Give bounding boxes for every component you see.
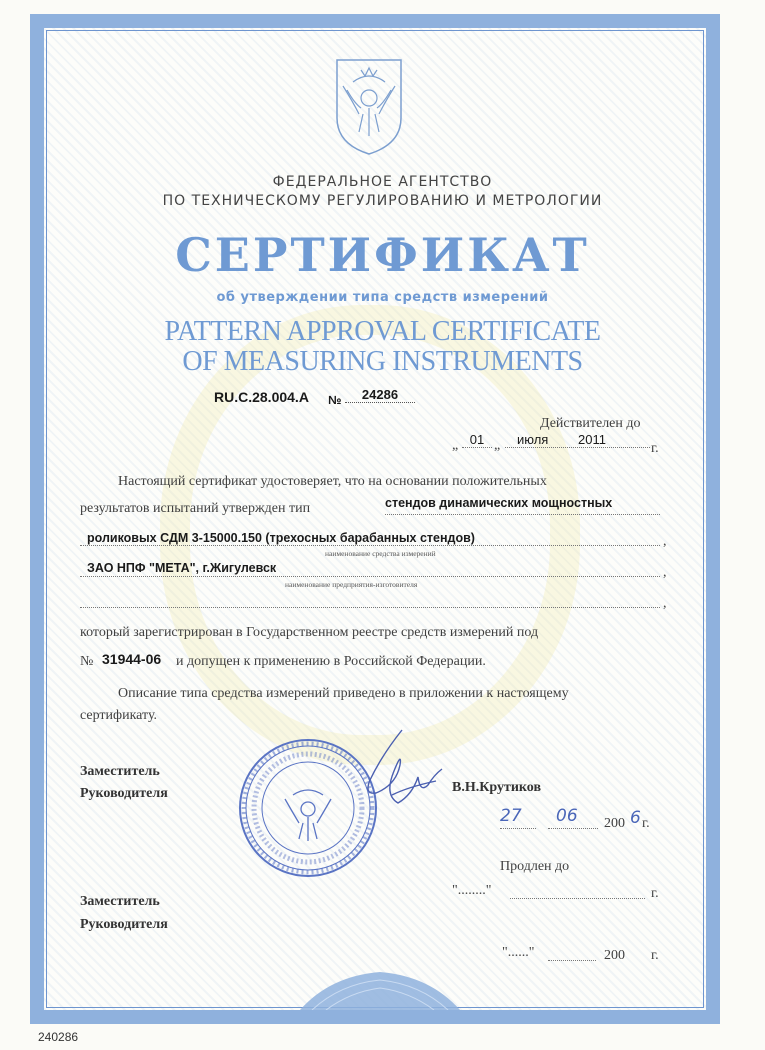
signed-year-digit: 6 bbox=[630, 808, 641, 828]
registered-line: который зарегистрирован в Государственном реестре средств измерений под bbox=[80, 625, 539, 640]
signed-year-prefix: 200 bbox=[604, 816, 625, 831]
registry-line-rest: и допущен к применению в Российской Федерации. bbox=[176, 654, 486, 669]
valid-day: 01 bbox=[462, 432, 492, 448]
comma: , bbox=[663, 534, 667, 549]
extended-field-1 bbox=[510, 898, 645, 899]
signer-title-line1: Заместитель bbox=[80, 764, 160, 779]
serial-number: 240286 bbox=[38, 1030, 79, 1044]
extended-quote-1: "........" bbox=[452, 883, 492, 898]
extended-field-2 bbox=[548, 960, 596, 961]
manufacturer-field-line2 bbox=[80, 607, 660, 608]
extended-suffix-2: г. bbox=[651, 948, 659, 963]
manufacturer-field bbox=[80, 576, 660, 577]
valid-until-label: Действителен до bbox=[540, 416, 641, 431]
valid-year: 2011 bbox=[577, 432, 606, 447]
certificate-number: 24286 bbox=[345, 387, 415, 403]
extended-year-2: 200 bbox=[604, 948, 625, 963]
signer-name: В.Н.Крутиков bbox=[452, 780, 542, 795]
instrument-field-line1 bbox=[385, 514, 660, 515]
extended-until-label: Продлен до bbox=[500, 859, 570, 874]
agency-name-line2: ПО ТЕХНИЧЕСКОМУ РЕГУЛИРОВАНИЮ И МЕТРОЛОГИИ bbox=[162, 193, 603, 209]
english-title-line1: PATTERN APPROVAL CERTIFICATE bbox=[164, 316, 601, 347]
number-sign: № bbox=[328, 393, 342, 407]
instrument-name-part1: стендов динамических мощностных bbox=[385, 496, 613, 510]
agency-name-line1: ФЕДЕРАЛЬНОЕ АГЕНТСТВО bbox=[272, 174, 493, 190]
signed-day: 27 bbox=[500, 806, 522, 826]
valid-month-year bbox=[505, 432, 650, 448]
registry-number: 31944-06 bbox=[102, 651, 162, 667]
signed-day-field bbox=[500, 828, 536, 829]
signature-scribble bbox=[340, 725, 450, 820]
certificate-code: RU.C.28.004.A bbox=[214, 389, 309, 405]
description-line2: сертификату. bbox=[80, 708, 158, 723]
valid-year-suffix: г. bbox=[651, 441, 659, 456]
signed-year-suffix: г. bbox=[642, 816, 650, 831]
body-line2: результатов испытаний утвержден тип bbox=[80, 501, 311, 516]
valid-month: июля bbox=[517, 432, 549, 447]
signer2-title-line1: Заместитель bbox=[80, 894, 160, 909]
comma: , bbox=[663, 565, 667, 580]
valid-quote-open: „ bbox=[452, 438, 459, 453]
instrument-field-line2 bbox=[80, 545, 660, 546]
certificate-subtitle: об утверждении типа средств измерений bbox=[216, 290, 549, 305]
signer2-title-line2: Руководителя bbox=[80, 917, 168, 932]
caption-manufacturer: наименование предприятия-изготовителя bbox=[285, 580, 418, 589]
signer-title-line2: Руководителя bbox=[80, 786, 168, 801]
signed-month: 06 bbox=[556, 806, 578, 826]
bottom-ornament bbox=[300, 966, 460, 1010]
body-line1: Настоящий сертификат удостоверяет, что на основании положительных bbox=[118, 474, 547, 489]
caption-instrument-name: наименование средства измерений bbox=[325, 549, 436, 558]
extended-quote-2: "......" bbox=[502, 945, 535, 960]
manufacturer-name: ЗАО НПФ "МЕТА", г.Жигулевск bbox=[87, 561, 277, 575]
english-title-line2: OF MEASURING INSTRUMENTS bbox=[182, 346, 583, 377]
extended-suffix-1: г. bbox=[651, 886, 659, 901]
instrument-name-part2: роликовых СДМ 3-15000.150 (трехосных барабанных стендов) bbox=[87, 531, 475, 545]
certificate-title: СЕРТИФИКАТ bbox=[175, 228, 590, 282]
signed-month-field bbox=[548, 828, 598, 829]
comma: , bbox=[663, 596, 667, 611]
coat-of-arms-icon bbox=[333, 56, 405, 156]
valid-quote-close: „ bbox=[494, 438, 501, 453]
registry-number-sign: № bbox=[80, 654, 94, 669]
description-line1: Описание типа средства измерений приведено в приложении к настоящему bbox=[118, 686, 569, 701]
